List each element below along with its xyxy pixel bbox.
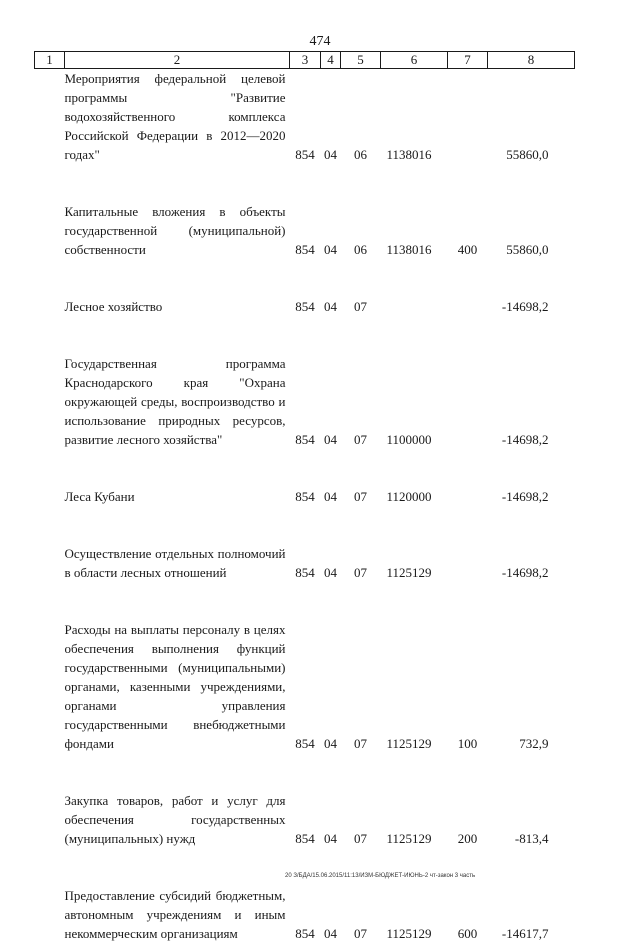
row-spacer (35, 316, 575, 354)
cell-c5: 07 (341, 791, 381, 848)
cell-c6 (381, 297, 448, 316)
row-name: Капитальные вложения в объекты государственной (муниципальной) собственности (65, 202, 286, 259)
budget-table (34, 51, 575, 943)
row-name-cell (65, 487, 290, 506)
row-spacer (35, 582, 575, 620)
cell-c4: 04 (321, 69, 341, 165)
row-name-cell (65, 886, 290, 943)
table-row (35, 354, 575, 449)
row-spacer (35, 259, 575, 297)
table-row (35, 620, 575, 753)
row-number-cell (35, 487, 65, 506)
row-number-cell (35, 544, 65, 582)
cell-c3: 854 (290, 69, 321, 165)
cell-c7 (448, 354, 488, 449)
row-name: Государственная программа Краснодарского края "Охрана окружающей среды, воспроизводство и использование природных ресурсов, развитие лесного хозяйства" (65, 354, 286, 449)
cell-c3: 854 (290, 886, 321, 943)
cell-c6: 1100000 (381, 354, 448, 449)
spacer-cell (35, 582, 575, 620)
row-name-cell (65, 791, 290, 848)
row-name-cell (65, 69, 290, 165)
row-name: Лесное хозяйство (65, 297, 286, 316)
cell-c4: 04 (321, 544, 341, 582)
row-name-cell (65, 297, 290, 316)
cell-c7: 400 (448, 202, 488, 259)
row-number-cell (35, 354, 65, 449)
cell-c4: 04 (321, 886, 341, 943)
column-header-7: 7 (448, 52, 488, 69)
row-name: Леса Кубани (65, 487, 286, 506)
cell-c5: 06 (341, 69, 381, 165)
table-row (35, 297, 575, 316)
row-name: Осуществление отдельных полномочий в области лесных отношений (65, 544, 286, 582)
cell-c3: 854 (290, 297, 321, 316)
row-name-cell (65, 202, 290, 259)
spacer-cell (35, 753, 575, 791)
row-name: Мероприятия федеральной целевой программы "Развитие водохозяйственного комплекса Российской Федерации в 2012—2020 годах" (65, 69, 286, 164)
spacer-cell (35, 506, 575, 544)
row-spacer (35, 848, 575, 886)
spacer-cell (35, 449, 575, 487)
cell-c8: -14698,2 (488, 487, 575, 506)
cell-c5: 07 (341, 297, 381, 316)
cell-c8: 732,9 (488, 620, 575, 753)
cell-c3: 854 (290, 544, 321, 582)
column-header-4: 4 (321, 52, 341, 69)
cell-c3: 854 (290, 487, 321, 506)
cell-c4: 04 (321, 487, 341, 506)
cell-c5: 07 (341, 886, 381, 943)
row-name: Закупка товаров, работ и услуг для обеспечения государственных (муниципальных) нужд (65, 791, 286, 848)
spacer-cell (35, 316, 575, 354)
cell-c5: 07 (341, 620, 381, 753)
cell-c8: -14698,2 (488, 297, 575, 316)
table-row (35, 791, 575, 848)
cell-c6: 1138016 (381, 69, 448, 165)
row-spacer (35, 753, 575, 791)
table-row (35, 487, 575, 506)
cell-c6: 1125129 (381, 620, 448, 753)
column-header-8: 8 (488, 52, 575, 69)
cell-c4: 04 (321, 354, 341, 449)
row-name: Расходы на выплаты персоналу в целях обеспечения выполнения функций государственными (муниципальными) органами, казенными учреждениями, органами управления государственными внебюджетными фондами (65, 620, 286, 753)
cell-c4: 04 (321, 791, 341, 848)
cell-c8: -14698,2 (488, 354, 575, 449)
cell-c3: 854 (290, 202, 321, 259)
cell-c6: 1125129 (381, 886, 448, 943)
spacer-cell (35, 848, 575, 886)
cell-c8: -14698,2 (488, 544, 575, 582)
row-name-cell (65, 354, 290, 449)
cell-c8: -14617,7 (488, 886, 575, 943)
cell-c7 (448, 544, 488, 582)
cell-c5: 07 (341, 544, 381, 582)
cell-c7 (448, 487, 488, 506)
cell-c6: 1120000 (381, 487, 448, 506)
column-header-3: 3 (290, 52, 321, 69)
spacer-cell (35, 164, 575, 202)
row-number-cell (35, 297, 65, 316)
cell-c7: 100 (448, 620, 488, 753)
row-spacer (35, 506, 575, 544)
cell-c6: 1138016 (381, 202, 448, 259)
cell-c3: 854 (290, 620, 321, 753)
table-row (35, 202, 575, 259)
cell-c3: 854 (290, 791, 321, 848)
table-row (35, 69, 575, 165)
cell-c5: 07 (341, 354, 381, 449)
cell-c7 (448, 69, 488, 165)
cell-c5: 07 (341, 487, 381, 506)
cell-c4: 04 (321, 297, 341, 316)
cell-c7: 600 (448, 886, 488, 943)
row-number-cell (35, 69, 65, 165)
page-number: 474 (0, 34, 640, 50)
row-number-cell (35, 791, 65, 848)
row-name: Предоставление субсидий бюджетным, автономным учреждениям и иным некоммерческим организациям (65, 886, 286, 943)
column-header-1: 1 (35, 52, 65, 69)
document-footer: 20 З/БДА/15.06.2015/11:13/ИЗМ-БЮДЖЕТ-ИЮНЬ-2 чт-закон 3 часть (285, 873, 475, 879)
cell-c8: -813,4 (488, 791, 575, 848)
cell-c4: 04 (321, 202, 341, 259)
cell-c8: 55860,0 (488, 69, 575, 165)
row-spacer (35, 164, 575, 202)
column-header-6: 6 (381, 52, 448, 69)
row-name-cell (65, 544, 290, 582)
cell-c8: 55860,0 (488, 202, 575, 259)
column-header-2: 2 (65, 52, 290, 69)
cell-c6: 1125129 (381, 791, 448, 848)
cell-c4: 04 (321, 620, 341, 753)
cell-c7 (448, 297, 488, 316)
table-header-row (35, 52, 575, 69)
spacer-cell (35, 259, 575, 297)
cell-c6: 1125129 (381, 544, 448, 582)
table-row (35, 544, 575, 582)
cell-c3: 854 (290, 354, 321, 449)
row-number-cell (35, 202, 65, 259)
table-body (35, 69, 575, 943)
column-header-5: 5 (341, 52, 381, 69)
row-spacer (35, 449, 575, 487)
cell-c5: 06 (341, 202, 381, 259)
row-name-cell (65, 620, 290, 753)
cell-c7: 200 (448, 791, 488, 848)
table-row (35, 886, 575, 943)
row-number-cell (35, 886, 65, 943)
row-number-cell (35, 620, 65, 753)
